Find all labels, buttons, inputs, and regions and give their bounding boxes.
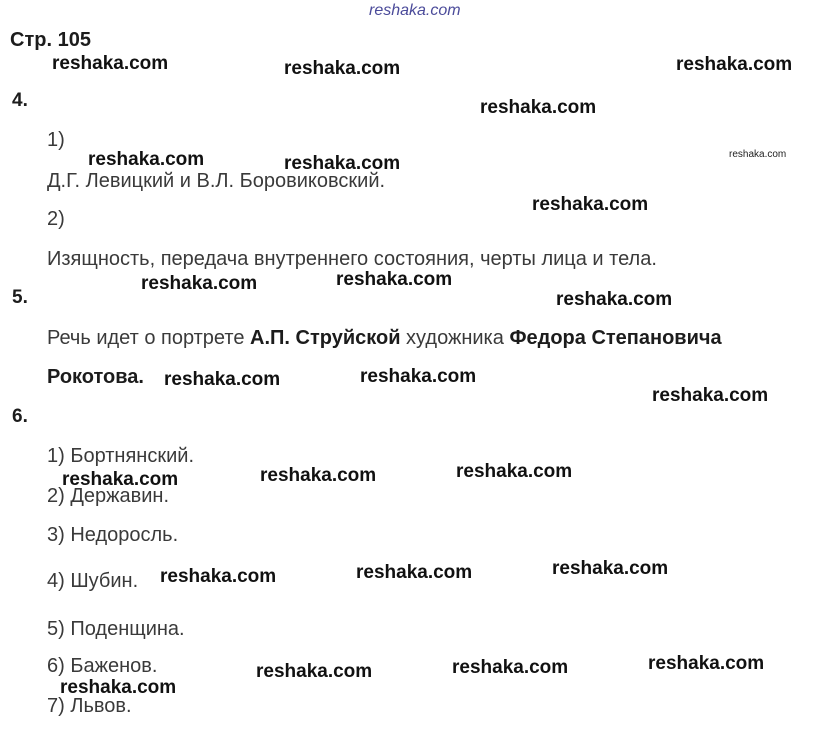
watermark: reshaka.com (456, 461, 573, 482)
task-6-item-3: 3) Недоросль. (47, 524, 179, 546)
task-number-5: 5. (12, 287, 28, 308)
watermark: reshaka.com (88, 149, 205, 170)
task-6-item-2: 2) Державин. (47, 485, 170, 507)
task-4-item-1-marker: 1) (47, 129, 65, 151)
task-4-item-2-marker: 2) (47, 208, 65, 230)
task-6-item-6: 6) Баженов. (47, 655, 158, 677)
watermark: reshaka.com (452, 657, 569, 678)
task-5-text-part-1: Речь идет о портрете (47, 327, 251, 349)
watermark: reshaka.com (260, 465, 377, 486)
watermark: reshaka.com (652, 385, 769, 406)
task-number-6: 6. (12, 406, 28, 427)
portrait-subject: А.П. Струйской (250, 327, 401, 349)
watermark: reshaka.com (160, 566, 277, 587)
watermark: reshaka.com (552, 558, 669, 579)
watermark: reshaka.com (336, 269, 453, 290)
task-6-item-4: 4) Шубин. (47, 570, 139, 592)
task-5-answer-line-1 (47, 327, 722, 350)
task-5-text-part-2: художника (400, 327, 510, 349)
watermark: reshaka.com (360, 366, 477, 387)
artist-name-first: Федора Степановича (509, 327, 722, 349)
watermark: reshaka.com (164, 369, 281, 390)
artist-surname: Рокотова. (47, 366, 144, 388)
task-6-item-5: 5) Поденщина. (47, 618, 185, 640)
watermark: reshaka.com (356, 562, 473, 583)
watermark: reshaka.com (532, 194, 649, 215)
task-4-item-1-text: Д.Г. Левицкий и В.Л. Боровиковский. (47, 170, 386, 192)
task-4-item-2-text: Изящность, передача внутреннего состояния, черты лица и тела. (47, 248, 657, 270)
watermark: reshaka.com (284, 153, 401, 174)
watermark-small: reshaka.com (729, 149, 787, 160)
watermark: reshaka.com (676, 54, 793, 75)
watermark: reshaka.com (556, 289, 673, 310)
watermark: reshaka.com (284, 58, 401, 79)
task-6-item-7: 7) Львов. (47, 695, 132, 717)
watermark: reshaka.com (52, 53, 169, 74)
watermark: reshaka.com (480, 97, 597, 118)
site-watermark-top: reshaka.com (369, 2, 461, 19)
page-title: Стр. 105 (10, 29, 91, 51)
task-6-item-1: 1) Бортнянский. (47, 445, 195, 467)
watermark: reshaka.com (141, 273, 258, 294)
watermark: reshaka.com (648, 653, 765, 674)
task-number-4: 4. (12, 90, 28, 111)
task-5-answer-line-2 (47, 366, 144, 389)
watermark: reshaka.com (60, 677, 177, 698)
watermark: reshaka.com (256, 661, 373, 682)
watermark: reshaka.com (62, 469, 179, 490)
